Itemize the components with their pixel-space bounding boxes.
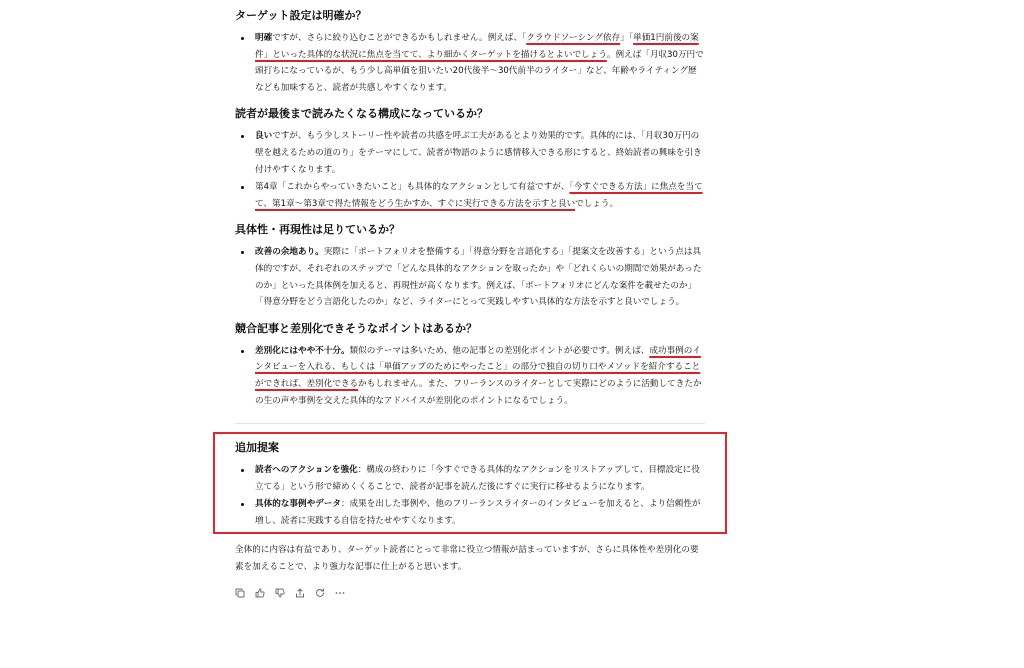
rating-label: 良い (255, 131, 273, 142)
list-item: 良いですが、もう少しストーリー性や読者の共感を呼ぶ工夫があるとより効果的です。具体的には、「月収30万円の壁を越えるための道のり」をテーマにして、読者が物語のように感情移入できる形にすると、終始読者の興味を引き付けやすくなります。 (255, 128, 705, 178)
share-icon[interactable] (295, 588, 305, 598)
list-item: 差別化にはやや不十分。類似のテーマは多いため、他の記事との差別化ポイントが必要です。例えば、成功事例のインタビューを入れる、もしくは「単価アップのためにやったこと」の部分で独自の切り口やメソッドを紹介することができれば、差別化できるかもしれません。また、フリーランスのライターとして実際にどのように活動してきたかの生の声や事例を交えた具体的なアドバイスが差別化のポイントになるでしょう。 (255, 343, 705, 409)
rating-label: 差別化にはやや不十分。 (255, 345, 350, 356)
more-icon[interactable] (335, 588, 345, 598)
section-heading-differentiation: 競合記事と差別化できそうなポイントはあるか？ (235, 321, 477, 335)
list-item: 改善の余地あり。実際に「ポートフォリオを整備する」「得意分野を言語化する」「提案文を改善する」という点は具体的ですが、それぞれのステップで「どんな具体的なアクションを取ったか」や「どれくらいの期間で効果があったのか」といった具体例を加えると、再現性が高くなります。例えば、「ポートフォリオにどんな案件を載せたのか」「得意分野をどう言語化したのか」など、ライターにとって実践しやすい具体的な方法を示すと良いでしょう。 (255, 244, 705, 310)
section-heading-structure: 読者が最後まで読みたくなる構成になっているか？ (235, 107, 488, 121)
thumbs-up-icon[interactable] (255, 588, 265, 598)
section-divider (235, 423, 705, 424)
rating-label: 改善の余地あり。 (255, 247, 324, 258)
proposal-label: 具体的な事例やデータ (255, 499, 341, 510)
highlight-underline: 単価1円前後の案件」といった具体的な状況に焦点を当てて、より細かくターゲットを描けるとよいでしょう (255, 33, 699, 60)
rating-label: 明確 (255, 33, 273, 43)
proposal-label: 読者へのアクションを強化 (255, 465, 358, 476)
section-heading-target: ターゲット設定は明確か？ (235, 9, 367, 22)
highlight-underline: 成功事例のインタビューを入れる、もしくは「単価アップのためにやったこと」の部分で独自の切り口やメソッドを紹介することができれば、差別化できる (255, 345, 701, 389)
regenerate-icon[interactable] (315, 588, 325, 598)
summary-paragraph: 全体的に内容は有益であり、ターゲット読者にとって非常に役立つ情報が詰まっていますが、さらに具体性や差別化の要素を加えることで、より強力な記事に仕上がると思います。 (235, 545, 699, 573)
highlight-box (213, 432, 727, 534)
section-list-extra (235, 462, 705, 529)
section-heading-extra: 追加提案 (235, 441, 279, 455)
list-item: 具体的な事例やデータ：成果を出した事例や、他のフリーランスライターのインタビューを加えると、より信頼性が増し、読者に実践する自信を持たせやすくなります。 (255, 496, 705, 529)
highlight-underline: クラウドソーシング依存 (526, 33, 621, 43)
list-item: 明確ですが、さらに絞り込むことができるかもしれません。例えば、「クラウドソーシング依存」「単価1円前後の案件」といった具体的な状況に焦点を当てて、より細かくターゲットを描けるとよいでしょう。例えば「月収30万円で頭打ちになっているが、もう少し高単価を狙いたい20代後半〜30代前半のライター」など、年齢やライティング歴なども加味すると、読者が共感しやすくなります。 (255, 30, 705, 96)
thumbs-down-icon[interactable] (275, 588, 285, 598)
section-heading-concreteness: 具体性・再現性は足りているか？ (235, 223, 400, 237)
list-item: 読者へのアクションを強化：構成の終わりに「今すぐできる具体的なアクションをリストアップして、目標設定に役立てる」という形で締めくくることで、読者が記事を読んだ後にすぐに実行に移せるようになります。 (255, 462, 705, 495)
section-list-structure (235, 128, 705, 212)
section-list-concreteness (235, 244, 705, 310)
list-item: 第4章「これからやっていきたいこと」も具体的なアクションとして有益ですが、「今すぐできる方法」に焦点を当てて、第1章〜第3章で得た情報をどう生かすか、すぐに実行できる方法を示すと良いでしょう。 (255, 179, 705, 212)
assistant-message (235, 8, 705, 598)
section-list-differentiation (235, 343, 705, 409)
message-action-bar (235, 588, 705, 598)
section-list-target (235, 30, 705, 96)
copy-icon[interactable] (235, 588, 245, 598)
highlight-underline: 「今すぐできる方法」に焦点を当てて、第1章〜第3章で得た情報をどう生かすか、すぐに実行できる方法を示すと良い (255, 182, 703, 209)
